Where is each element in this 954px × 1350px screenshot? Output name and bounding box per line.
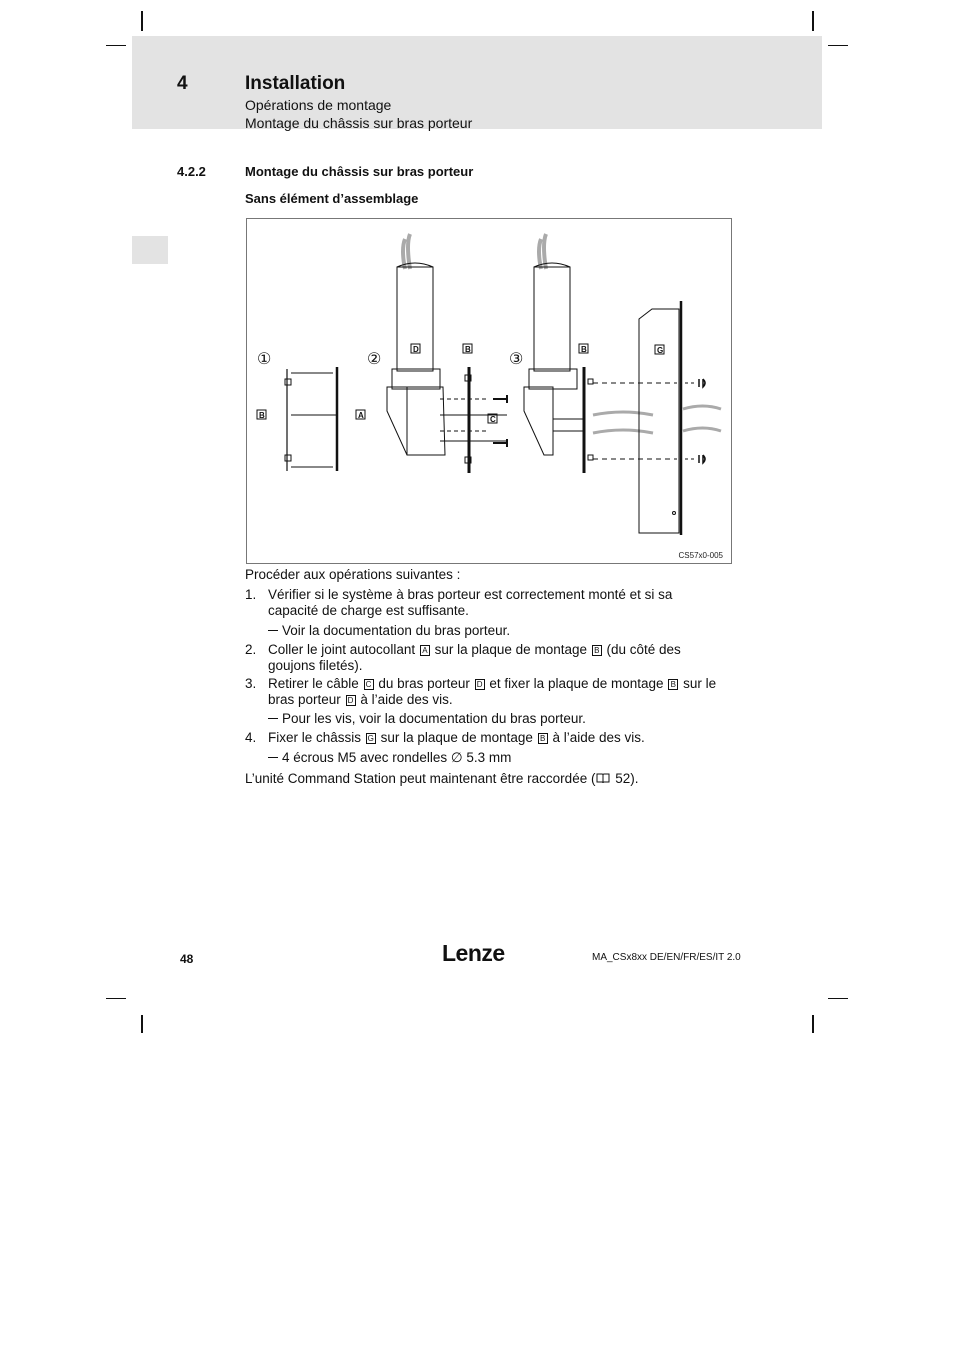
lenze-logo: Lenze (442, 940, 505, 966)
header-subtitle: Montage du châssis sur bras porteur (245, 115, 473, 131)
crop-mark (828, 998, 848, 999)
step-text: bras porteur D à l’aide des vis. (268, 692, 453, 707)
part-label-a: A (358, 411, 364, 420)
dash-icon (268, 718, 278, 719)
step-note: Voir la documentation du bras porteur. (268, 623, 510, 639)
chapter-number: 4 (177, 73, 188, 94)
crop-mark (812, 11, 814, 31)
step-number: 2. (245, 642, 257, 657)
part-label-b: B (259, 411, 265, 420)
dash-icon (268, 757, 278, 758)
header-subtitle: Opérations de montage (245, 97, 392, 113)
step-label-1: ① (257, 351, 272, 368)
step-note: 4 écrous M5 avec rondelles ∅ 5.3 mm (268, 750, 511, 766)
part-key: G (367, 734, 374, 743)
crop-mark (141, 1015, 143, 1033)
step-text: Fixer le châssis G sur la plaque de montage B à l’aide des vis. (268, 730, 645, 745)
step-text: capacité de charge est suffisante. (268, 603, 469, 618)
section-number: 4.2.2 (177, 164, 206, 179)
step-label-3: ③ (509, 351, 524, 368)
closing-text: L’unité Command Station peut maintenant être raccordée ( 52). (245, 771, 639, 786)
crop-mark (812, 1015, 814, 1033)
dash-icon (268, 630, 278, 631)
mounting-diagram (246, 218, 732, 564)
part-label-g: G (657, 346, 664, 355)
part-label-d: D (413, 345, 419, 354)
part-key: C (364, 679, 374, 690)
document-id: MA_CSx8xx DE/EN/FR/ES/IT 2.0 (592, 952, 741, 963)
part-label-b: B (581, 345, 587, 354)
crop-mark (828, 45, 848, 46)
step-text: Coller le joint autocollant A sur la plaque de montage B (du côté des (268, 642, 681, 657)
part-key: B (668, 679, 678, 690)
part-key: B (592, 645, 602, 656)
mounting-illustration (247, 219, 733, 565)
section-subheading: Sans élément d’assemblage (245, 191, 419, 206)
step-note: Pour les vis, voir la documentation du bras porteur. (268, 711, 586, 727)
step-number: 4. (245, 730, 257, 745)
side-tab (132, 236, 168, 264)
step-text: Retirer le câble C du bras porteur D et fixer la plaque de montage B sur le (268, 676, 717, 691)
crop-mark (106, 45, 126, 46)
page-number: 48 (180, 952, 194, 966)
crop-mark (106, 998, 126, 999)
part-label-c: C (490, 415, 496, 424)
figure-code: CS57x0-005 (678, 551, 723, 560)
part-key: B (538, 733, 548, 744)
crop-mark (141, 11, 143, 31)
step-label-2: ② (367, 351, 382, 368)
step-text: goujons filetés). (268, 658, 363, 673)
step-text: Vérifier si le système à bras porteur est correctement monté et si sa (268, 587, 673, 602)
part-key: A (420, 645, 430, 656)
part-key: D (346, 695, 356, 706)
step-number: 3. (245, 676, 257, 691)
chapter-title: Installation (245, 73, 346, 94)
book-icon (596, 773, 610, 784)
intro-text: Procéder aux opérations suivantes : (245, 567, 461, 582)
part-label-b: B (465, 345, 471, 354)
part-key: D (475, 679, 485, 690)
header-band (132, 36, 822, 129)
step-number: 1. (245, 587, 257, 602)
section-title: Montage du châssis sur bras porteur (245, 164, 474, 179)
